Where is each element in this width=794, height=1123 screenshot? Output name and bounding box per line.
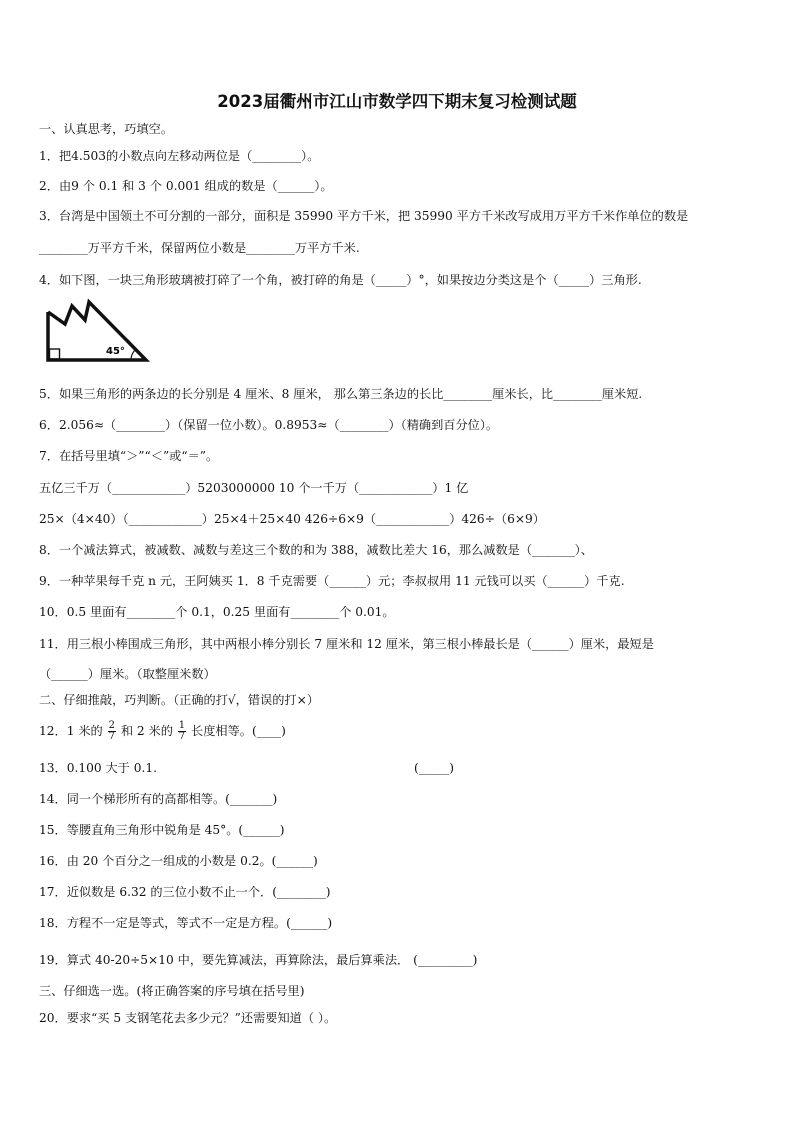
question-12-suffix: 长度相等。(____) [191,724,286,738]
section-2-heading: 二、仔细推敲，巧判断。（正确的打√，错误的打×） [39,693,320,707]
broken-triangle-figure [44,298,150,364]
question-12 [39,715,286,747]
question-16: 16．由 20 个百分之一组成的小数是 0.2。(______) [39,854,318,868]
question-1: 1．把4.503的小数点向左移动两位是（________）。 [39,149,320,163]
question-13-answer-blank: (_____) [414,761,454,775]
question-15: 15．等腰直角三角形中锐角是 45°。(______) [39,823,285,837]
fraction-denominator: 7 [178,731,186,742]
angle-label: 45° [106,346,125,357]
question-8: 8．一个减法算式，被减数、减数与差这三个数的和为 388，减数比差大 16，那么减数是（_______）、 [39,543,593,557]
page-title: 2023届衢州市江山市数学四下期末复习检测试题 [217,92,577,111]
fraction-1-7 [178,721,186,742]
question-10: 10．0.5 里面有________个 0.1，0.25 里面有________个 0.01。 [39,605,395,619]
question-12-middle: 和 2 米的 [120,724,173,738]
question-2: 2．由9 个 0.1 和 3 个 0.001 组成的数是（______）。 [39,179,333,193]
right-angle-mark [50,349,60,359]
question-11-line-2: （______）厘米。（取整厘米数） [39,667,216,681]
question-7: 7．在括号里填“＞”“＜”或“＝”。 [39,449,219,463]
question-7-row-2: 25×（4×40）（____________）25×4＋25×40 426÷6×9（____________）426÷（6×9） [39,512,545,526]
fraction-2-7 [108,721,116,742]
section-3-heading: 三、仔细选一选。(将正确答案的序号填在括号里) [39,984,305,998]
question-13: 13．0.100 大于 0.1. [39,761,157,775]
question-7-row-1: 五亿三千万（____________）5203000000 10 个一千万（____________）1 亿 [39,481,469,495]
question-17: 17．近似数是 6.32 的三位小数不止一个．(________) [39,885,331,899]
question-18: 18．方程不一定是等式，等式不一定是方程。(______) [39,916,333,930]
question-19: 19．算式 40-20÷5×10 中，要先算减法，再算除法，最后算乘法． (_________) [39,953,478,967]
question-6: 6．2.056≈（________）（保留一位小数）。0.8953≈（________）（精确到百分位）。 [39,418,499,432]
question-3-line-1: 3．台湾是中国领土不可分割的一部分，面积是 35990 平方千米，把 35990 平方千米改写成用万平方千米作单位的数是 [39,209,689,223]
question-4: 4．如下图，一块三角形玻璃被打碎了一个角，被打碎的角是（_____）°，如果按边分类这是个（_____）三角形. [39,273,642,287]
section-1-heading: 一、认真思考，巧填空。 [39,122,174,136]
fraction-denominator: 7 [108,731,115,742]
question-9: 9．一种苹果每千克 n 元，王阿姨买 1．8 千克需要（______）元；李叔叔用 11 元钱可以买（______）千克. [39,574,625,588]
question-3-line-2: ________万平方千米，保留两位小数是________万平方千米. [39,241,360,255]
question-20: 20．要求“买 5 支钢笔花去多少元？”还需要知道（ ）。 [39,1011,337,1025]
fraction-numerator: 2 [108,720,115,731]
question-12-prefix: 12．1 米的 [39,724,103,738]
question-14: 14．同一个梯形所有的高都相等。(_______) [39,792,278,806]
question-11-line-1: 11．用三根小棒围成三角形，其中两根小棒分别长 7 厘米和 12 厘米，第三根小棒最长是（______）厘米，最短是 [39,637,654,651]
question-5: 5．如果三角形的两条边的长分别是 4 厘米、8 厘米， 那么第三条边的长比________厘米长，比________厘米短. [39,387,643,401]
fraction-numerator: 1 [178,720,186,731]
